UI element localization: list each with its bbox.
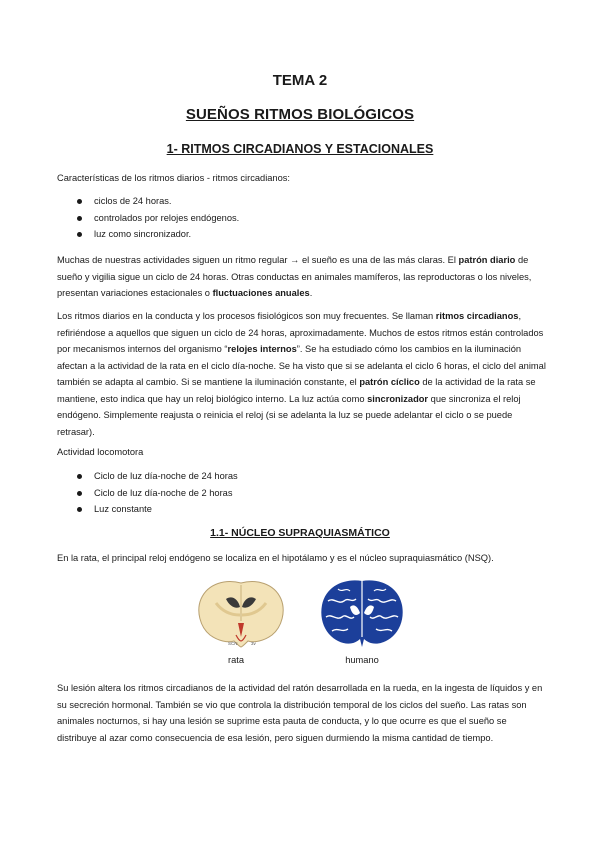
list-item: luz como sincronizador. <box>77 226 239 243</box>
characteristics-list <box>77 193 239 243</box>
subsection-heading: 1.1- NÚCLEO SUPRAQUIASMÁTICO <box>210 527 390 539</box>
list-item: Ciclo de luz día-noche de 24 horas <box>77 468 238 485</box>
activity-list <box>77 468 238 518</box>
bullet-icon <box>77 474 82 479</box>
paragraph-ritmos-circadianos: Los ritmos diarios en la conducta y los procesos fisiológicos son muy frecuentes. Se llaman ritmos circadianos, refiriéndose a aquellos que siguen un ciclo de 24 horas, aproximadamente. Muchos de estos ritmos están controlados por mecanismos internos del organismo “relojes internos”. Se ha estudiado cómo los cambios en la iluminación afectan a la actividad de la rata en el ciclo día-noche. Se ha visto que si se adelanta el ciclo 6 horas, el ciclo del animal también se adapta al cambio. Si se mantiene la iluminación constante, el patrón cíclico de la actividad de la rata se mantiene, esto indica que hay un reloj biológico interno. La luz actúa como sincronizador que sincroniza el reloj endógeno. Simplemente reajusta o reinicia el reloj (si se adelanta la luz se puede adelantar el ciclo o se puede retrasar). <box>57 311 546 437</box>
list-item: controlados por relojes endógenos. <box>77 210 239 227</box>
caption-human: humano <box>345 655 379 665</box>
human-brain-image <box>318 577 406 649</box>
section-heading: 1- RITMOS CIRCADIANOS Y ESTACIONALES <box>166 142 434 156</box>
paragraph-patron: Muchas de nuestras actividades siguen un ritmo regular → el sueño es una de las más claras. El patrón diario de sueño y vigilia sigue un ciclo de 24 horas. Otras conductas en animales mamíferos, las reproductoras o los niveles, presentan variaciones estacionales o fluctuaciones anuales. <box>57 255 532 298</box>
bullet-icon <box>77 216 82 221</box>
bullet-icon <box>77 507 82 512</box>
bullet-icon <box>77 199 82 204</box>
bullet-icon <box>77 232 82 237</box>
scn-label: SCN <box>228 641 238 646</box>
list-item: Luz constante <box>77 501 238 518</box>
rat-brain-image <box>196 577 286 649</box>
activity-label: Actividad locomotora <box>57 447 144 457</box>
tema-heading: TEMA 2 <box>272 72 328 89</box>
bullet-icon <box>77 491 82 496</box>
intro-paragraph: Características de los ritmos diarios - ritmos circadianos: <box>57 173 291 183</box>
paragraph-nsq: En la rata, el principal reloj endógeno se localiza en el hipotálamo y es el núcleo supraquiasmático (NSQ). <box>57 553 494 563</box>
third-ventricle-label: 3v <box>251 641 256 646</box>
list-item: ciclos de 24 horas. <box>77 193 239 210</box>
list-item: Ciclo de luz día-noche de 2 horas <box>77 485 238 502</box>
page-title: SUEÑOS RITMOS BIOLÓGICOS <box>185 106 415 123</box>
paragraph-lesion: Su lesión altera los ritmos circadianos de la actividad del ratón desarrollada en la rueda, en la ingesta de líquidos y en su secreción hormonal. También se vio que controla la distribución temporal de los ciclos del sueño. Las ratas son animales nocturnos, si hay una lesión se suprime esta pauta de conducta, y lo que ocurre es que el sueño se distribuye al azar como consecuencia de esa lesión, pero siguen durmiendo la misma cantidad de tiempo. <box>57 683 543 743</box>
caption-rat: rata <box>227 655 245 665</box>
